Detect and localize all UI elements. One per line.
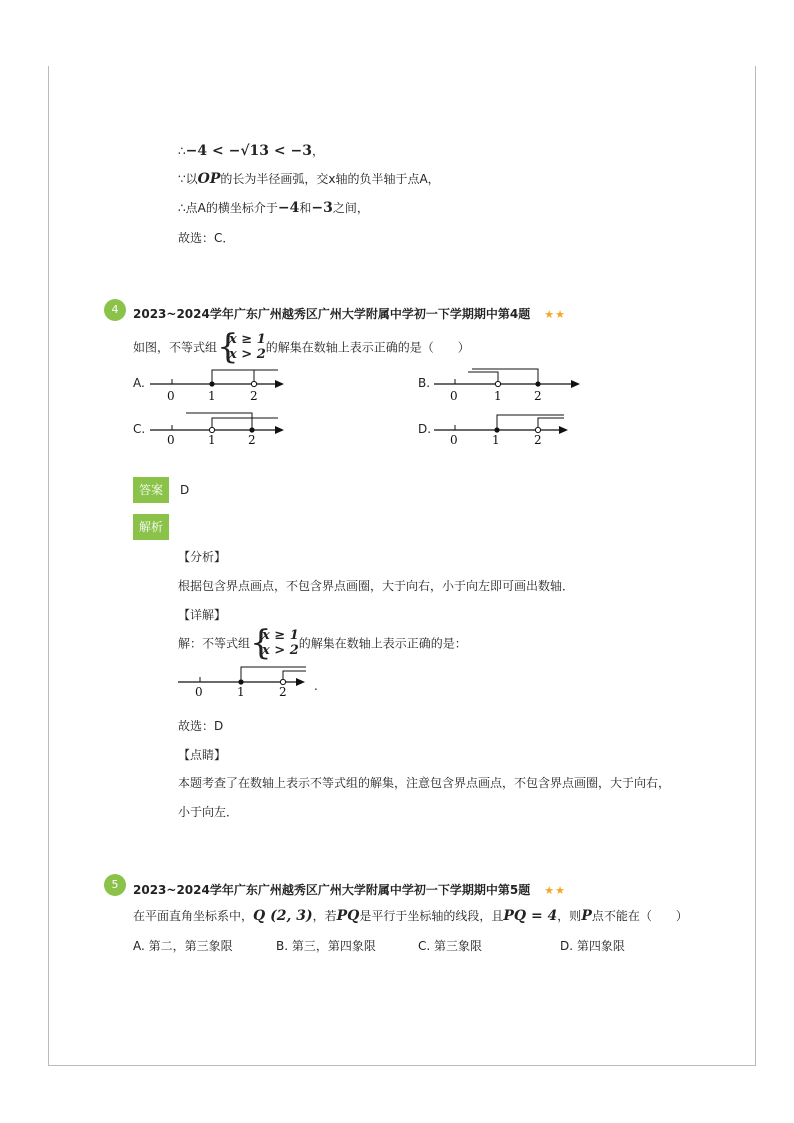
prev-solution-line-1: ∴−4 < −√13 < −3， (178, 143, 324, 159)
option-b[interactable]: B. 第三，第四象限 (276, 939, 376, 953)
analysis-heading: 【分析】 (178, 550, 227, 564)
svg-text:0: 0 (167, 389, 175, 403)
option-c-label[interactable]: C. (133, 422, 146, 436)
svg-text:0: 0 (450, 389, 458, 403)
option-c-number-line[interactable] (150, 410, 290, 448)
question-title: 2023~2024学年广东广州越秀区广州大学附属中学初一下学期期中第4题 (133, 307, 531, 321)
difficulty-stars: ★★ (544, 884, 566, 897)
inequality-system: { x ≥ 1 x > 2 (250, 623, 299, 663)
detail-heading: 【详解】 (178, 608, 227, 622)
svg-text:1: 1 (492, 433, 500, 447)
option-c[interactable]: C. 第三象限 (418, 939, 483, 953)
comment-heading: 【点睛】 (178, 748, 227, 762)
option-d[interactable]: D. 第四象限 (560, 939, 625, 953)
option-a[interactable]: A. 第二，第三象限 (133, 939, 233, 953)
option-a-number-line[interactable] (150, 366, 290, 404)
question-number-badge: 5 (104, 874, 126, 896)
difficulty-stars: ★★ (544, 308, 566, 321)
svg-text:0: 0 (195, 685, 203, 699)
svg-text:1: 1 (208, 433, 216, 447)
prev-solution-line-3: ∴点A的横坐标介于−4和−3之间， (178, 200, 369, 216)
svg-text:1: 1 (237, 685, 245, 699)
svg-text:0: 0 (167, 433, 175, 447)
question-5-stem: 在平面直角坐标系中，Q (2, 3)，若PQ是平行于坐标轴的线段，且PQ = 4，则P点不能在（ ） (133, 908, 688, 924)
answer-number-line (178, 664, 328, 702)
svg-text:2: 2 (279, 685, 287, 699)
question-4-header (133, 305, 566, 322)
answer-value: D (180, 483, 190, 497)
question-title: 2023~2024学年广东广州越秀区广州大学附属中学初一下学期期中第5题 (133, 883, 531, 897)
question-5-header (133, 881, 566, 898)
svg-text:2: 2 (248, 433, 256, 447)
question-4-stem: 如图，不等式组 { x ≥ 1 x > 2 的解集在数轴上表示正确的是（ ） (133, 327, 470, 367)
svg-text:2: 2 (534, 389, 542, 403)
svg-text:0: 0 (450, 433, 458, 447)
svg-text:1: 1 (208, 389, 216, 403)
prev-solution-line-2: ∵以OP的长为半径画弧，交x轴的负半轴于点A， (178, 171, 440, 187)
detail-choice: 故选：D (178, 719, 224, 733)
analysis-tag: 解析 (133, 514, 169, 540)
question-number-badge: 4 (104, 299, 126, 321)
option-d-label[interactable]: D. (418, 422, 432, 436)
svg-text:.: . (314, 679, 318, 693)
option-d-number-line[interactable] (434, 410, 574, 448)
option-a-label[interactable]: A. (133, 376, 145, 390)
answer-tag: 答案 (133, 477, 169, 503)
option-b-number-line[interactable] (434, 366, 584, 404)
comment-text-2: 小于向左． (178, 805, 239, 819)
detail-text: 解：不等式组 { x ≥ 1 x > 2 的解集在数轴上表示正确的是： (178, 623, 467, 663)
svg-text:2: 2 (534, 433, 542, 447)
inequality-system: { x ≥ 1 x > 2 (217, 327, 266, 367)
comment-text-1: 本题考查了在数轴上表示不等式组的解集，注意包含界点画点，不包含界点画圈，大于向右， (178, 776, 671, 790)
svg-text:1: 1 (494, 389, 502, 403)
svg-text:2: 2 (250, 389, 258, 403)
prev-solution-choice: 故选：C． (178, 231, 235, 245)
analysis-text: 根据包含界点画点，不包含界点画圈，大于向右，小于向左即可画出数轴． (178, 579, 575, 593)
option-b-label[interactable]: B. (418, 376, 431, 390)
